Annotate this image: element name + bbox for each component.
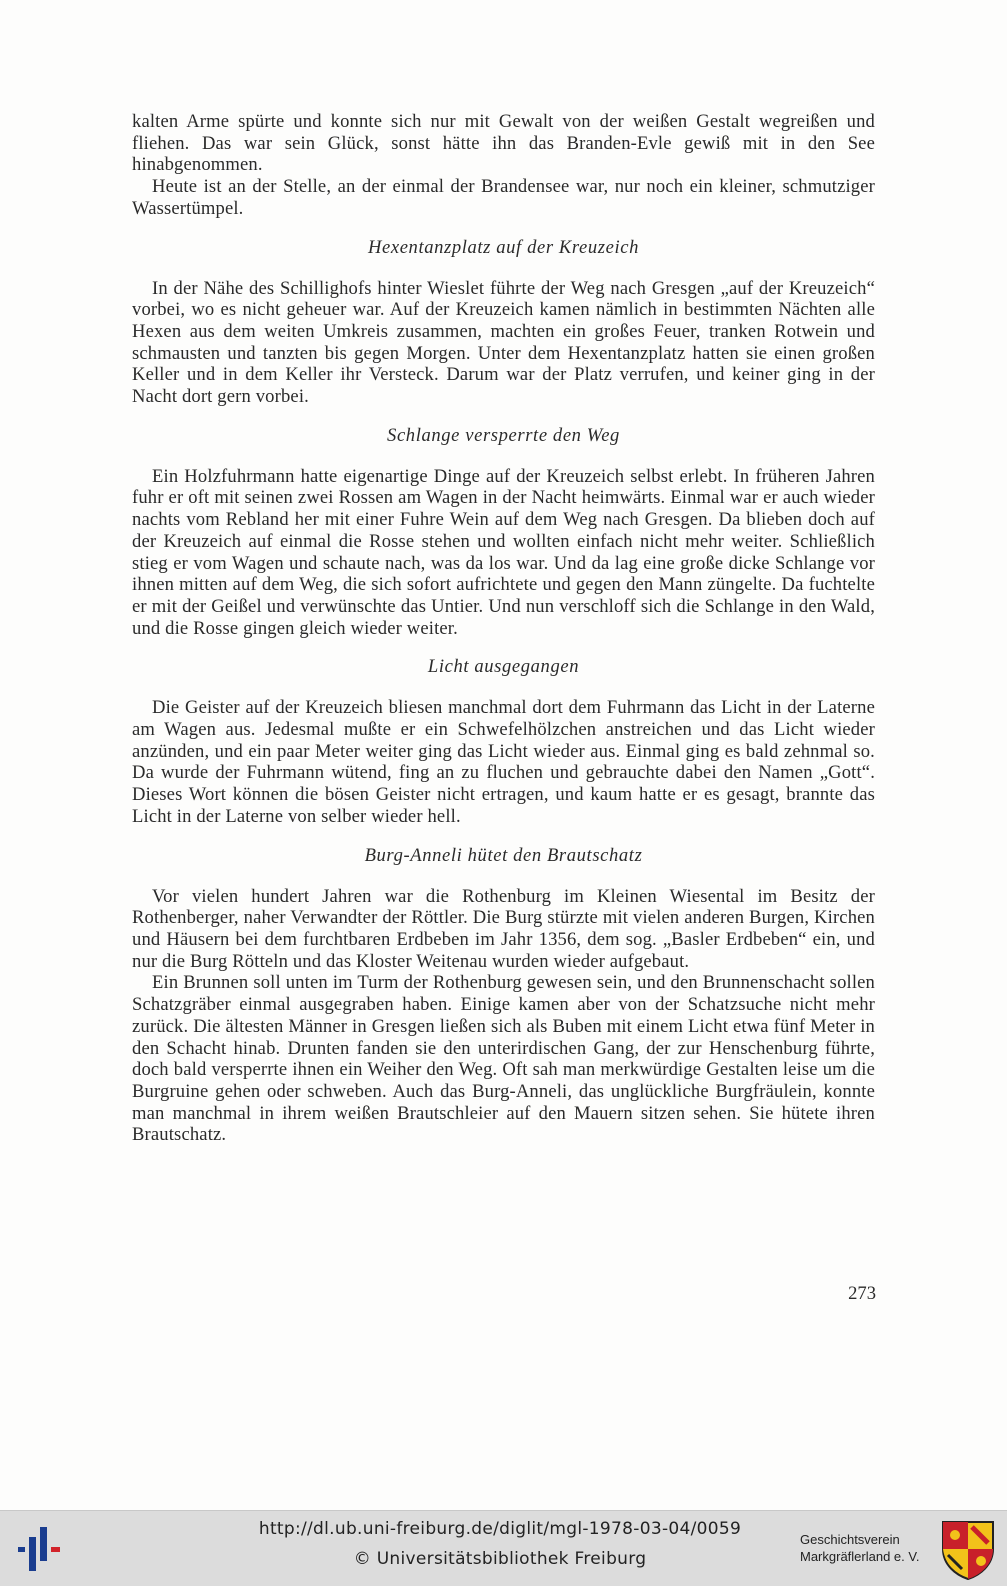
- society-line-2: Markgräflerland e. V.: [800, 1549, 920, 1564]
- intro-paragraph-1: kalten Arme spürte und konnte sich nur mit Gewalt von der weißen Gestalt wegreißen und fliehen. Das war sein Glück, sonst hätte ihn das Branden-Evle gewiß mit in den See hinabgenommen.: [132, 111, 875, 176]
- document-url-link[interactable]: http://dl.ub.uni-freiburg.de/diglit/mgl-1978-03-04/0059: [258, 1519, 742, 1539]
- section-paragraph: Ein Brunnen soll unten im Turm der Rothenburg gewesen sein, und den Brunnenschacht sollen Schatzgräber einmal ausgegraben haben. Einige kamen aber von der Schatzsuche nicht mehr zurück. Die ältesten Männer in Gresgen ließen sich als Buben mit einem Licht etwa fünf Meter in den Schacht hinab. Drunten fanden sie den unterirdischen Gang, der zur Henschenburg führte, doch bald versperrte ihnen ein Weiher den Weg. Oft sah man merkwürdige Gestalten leise um die Burgruine gehen oder schweben. Auch das Burg-Anneli, das unglückliche Burgfräulein, konnte man manchmal in ihrem weißen Brautschleier auf den Mauern sitzen sehen. Sie hütete ihren Brautschatz.: [132, 972, 875, 1146]
- section-heading-burg-anneli: Burg-Anneli hütet den Brautschatz: [364, 844, 643, 866]
- document-url[interactable]: [240, 1519, 760, 1539]
- section-paragraph: Vor vielen hundert Jahren war die Rothenburg im Kleinen Wiesental im Besitz der Rothenberger, naher Verwandter der Röttler. Die Burg stürzte mit vielen anderen Burgen, Kirchen und Häusern bei dem furchtbaren Erdbeben im Jahr 1356, dem sog. „Basler Erdbeben“ ein, und nur die Burg Rötteln und das Kloster Weitenau wurden wieder aufgebaut.: [132, 885, 875, 972]
- section-heading-licht: Licht ausgegangen: [427, 656, 580, 678]
- page-number: 273: [848, 1283, 876, 1304]
- section-heading-schlange: Schlange versperrte den Weg: [387, 424, 620, 446]
- copyright-text: © Universitätsbibliothek Freiburg: [353, 1549, 647, 1569]
- footer-bar: [0, 1510, 1007, 1586]
- section-paragraph: Ein Holzfuhrmann hatte eigenartige Dinge auf der Kreuzeich selbst erlebt. In früheren Jahren fuhr er oft mit seinen zwei Rossen am Wagen in der Nacht heimwärts. Einmal war er auch wieder nachts vom Rebland her mit einer Fuhre Wein auf dem Weg nach Gresgen. Da blieben doch auf der Kreuzeich auf einmal die Rosse stehen und wollten einfach nicht mehr weiter. Schließlich stieg er vom Wagen und schaute nach, was da los war. Und da lag eine große dicke Schlange vor ihnen mitten auf dem Weg, die sich sofort aufrichtete und gegen den Mann züngelte. Da fuchtelte er mit der Geißel und verwünschte das Untier. Und nun verschloff sich die Schlange in den Wald, und die Rosse gingen gleich wieder weiter.: [132, 465, 875, 639]
- section-paragraph: In der Nähe des Schillighofs hinter Wieslet führte der Weg nach Gresgen „auf der Kreuzeich“ vorbei, wo es nicht geheuer war. Auf der Kreuzeich kamen nämlich in bestimmten Nächten alle Hexen aus dem weiten Umkreis zusammen, machten ein großes Feuer, tranken Rotwein und schmausten und tanzten bis gegen Morgen. Unter dem Hexentanzplatz hatten sie einen großen Keller und in dem Keller ihr Versteck. Darum war der Platz verrufen, und keiner ging in der Nacht dort gern vorbei.: [132, 277, 875, 408]
- section-paragraph: Die Geister auf der Kreuzeich bliesen manchmal dort dem Fuhrmann das Licht in der Laterne am Wagen aus. Jedesmal mußte er ein Schwefelhölzchen anstreichen und das Licht wieder anzünden, und ein paar Meter weiter ging das Licht wieder aus. Einmal ging es bald zehnmal so. Da wurde der Fuhrmann wütend, fing an zu fluchen und gebrauchte dabei den Namen „Gott“. Dieses Wort können die bösen Geister nicht ertragen, und kaum hatte er es gesagt, brannte das Licht in der Laterne von selber wieder hell.: [132, 697, 875, 827]
- text-column: [132, 111, 875, 1146]
- society-name: [800, 1531, 940, 1565]
- society-crest-icon: [940, 1519, 996, 1581]
- intro-paragraph-2: Heute ist an der Stelle, an der einmal der Brandensee war, nur noch ein kleiner, schmutziger Wassertümpel.: [132, 176, 875, 219]
- library-logo-icon[interactable]: [16, 1525, 64, 1573]
- society-line-1: Geschichtsverein: [800, 1532, 900, 1547]
- section-heading-hexentanzplatz: Hexentanzplatz auf der Kreuzeich: [367, 236, 640, 258]
